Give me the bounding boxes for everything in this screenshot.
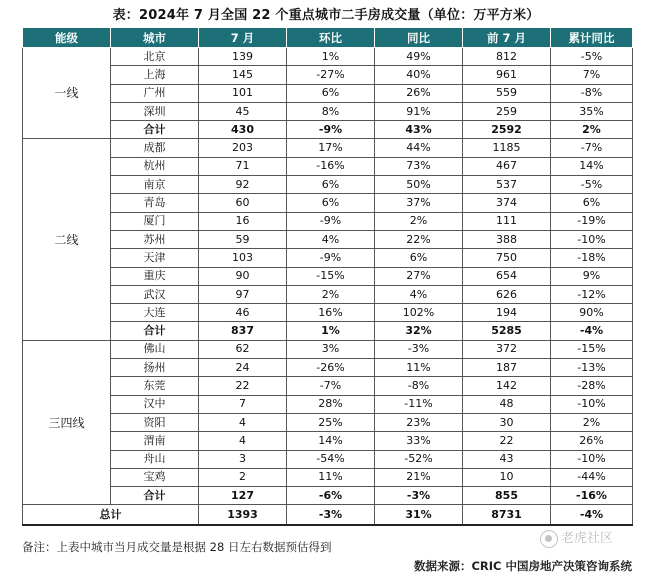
- value-cell: 6%: [551, 194, 633, 212]
- value-cell: 49%: [375, 48, 463, 66]
- table-row: [23, 157, 633, 175]
- value-cell: -26%: [287, 359, 375, 377]
- value-cell: -11%: [375, 395, 463, 413]
- city-cell: 厦门: [111, 212, 199, 230]
- table-row: [23, 139, 633, 157]
- value-cell: 44%: [375, 139, 463, 157]
- subtotal-label: 合计: [111, 322, 199, 340]
- value-cell: 73%: [375, 157, 463, 175]
- value-cell: 142: [463, 377, 551, 395]
- city-cell: 北京: [111, 48, 199, 66]
- value-cell: 2: [199, 468, 287, 486]
- table-row: [23, 230, 633, 248]
- value-cell: 22%: [375, 230, 463, 248]
- value-cell: 111: [463, 212, 551, 230]
- tier-cell: 二线: [23, 139, 111, 340]
- value-cell: 11%: [375, 359, 463, 377]
- subtotal-row: [23, 322, 633, 340]
- value-cell: -10%: [551, 230, 633, 248]
- table-row: [23, 212, 633, 230]
- header-tier: 能级: [23, 28, 111, 48]
- value-cell: 25%: [287, 413, 375, 431]
- value-cell: 626: [463, 285, 551, 303]
- value-cell: 372: [463, 340, 551, 358]
- value-cell: 21%: [375, 468, 463, 486]
- value-cell: 9%: [551, 267, 633, 285]
- table-row: [23, 66, 633, 84]
- value-cell: 4: [199, 413, 287, 431]
- value-cell: 35%: [551, 102, 633, 120]
- value-cell: -8%: [551, 84, 633, 102]
- value-cell: 1185: [463, 139, 551, 157]
- table-row: [23, 377, 633, 395]
- header-mom: 环比: [287, 28, 375, 48]
- city-cell: 渭南: [111, 432, 199, 450]
- value-cell: -3%: [375, 340, 463, 358]
- value-cell: 203: [199, 139, 287, 157]
- table-header-row: [23, 28, 633, 48]
- value-cell: -7%: [551, 139, 633, 157]
- value-cell: 23%: [375, 413, 463, 431]
- value-cell: 24: [199, 359, 287, 377]
- value-cell: 59: [199, 230, 287, 248]
- value-cell: 22: [463, 432, 551, 450]
- value-cell: -7%: [287, 377, 375, 395]
- table-row: [23, 285, 633, 303]
- value-cell: 1%: [287, 48, 375, 66]
- city-cell: 天津: [111, 249, 199, 267]
- value-cell: 537: [463, 176, 551, 194]
- value-cell: 40%: [375, 66, 463, 84]
- table-row: [23, 84, 633, 102]
- value-cell: -19%: [551, 212, 633, 230]
- value-cell: 187: [463, 359, 551, 377]
- city-cell: 重庆: [111, 267, 199, 285]
- total-value: -4%: [551, 505, 633, 526]
- city-cell: 资阳: [111, 413, 199, 431]
- value-cell: 62: [199, 340, 287, 358]
- value-cell: 6%: [287, 194, 375, 212]
- value-cell: 90: [199, 267, 287, 285]
- subtotal-value: 127: [199, 487, 287, 505]
- subtotal-value: -16%: [551, 487, 633, 505]
- city-cell: 深圳: [111, 102, 199, 120]
- value-cell: 8%: [287, 102, 375, 120]
- value-cell: 11%: [287, 468, 375, 486]
- value-cell: 45: [199, 102, 287, 120]
- value-cell: -10%: [551, 395, 633, 413]
- value-cell: 3%: [287, 340, 375, 358]
- subtotal-value: 2592: [463, 121, 551, 139]
- value-cell: 16: [199, 212, 287, 230]
- header-ytd-yoy: 累计同比: [551, 28, 633, 48]
- subtotal-value: -9%: [287, 121, 375, 139]
- header-ytd: 前 7 月: [463, 28, 551, 48]
- value-cell: 259: [463, 102, 551, 120]
- city-cell: 汉中: [111, 395, 199, 413]
- value-cell: 145: [199, 66, 287, 84]
- value-cell: 467: [463, 157, 551, 175]
- subtotal-value: 1%: [287, 322, 375, 340]
- value-cell: 92: [199, 176, 287, 194]
- value-cell: -15%: [287, 267, 375, 285]
- value-cell: 388: [463, 230, 551, 248]
- value-cell: 6%: [375, 249, 463, 267]
- value-cell: 374: [463, 194, 551, 212]
- value-cell: 654: [463, 267, 551, 285]
- tier-cell: 三四线: [23, 340, 111, 505]
- data-source: 数据来源：CRIC 中国房地产决策咨询系统: [413, 559, 632, 573]
- data-table: [22, 27, 633, 526]
- value-cell: 4%: [287, 230, 375, 248]
- total-label: 总计: [23, 505, 199, 526]
- value-cell: -12%: [551, 285, 633, 303]
- value-cell: -18%: [551, 249, 633, 267]
- city-cell: 杭州: [111, 157, 199, 175]
- city-cell: 舟山: [111, 450, 199, 468]
- value-cell: -13%: [551, 359, 633, 377]
- value-cell: 101: [199, 84, 287, 102]
- value-cell: 7: [199, 395, 287, 413]
- value-cell: -9%: [287, 249, 375, 267]
- value-cell: 43: [463, 450, 551, 468]
- value-cell: 961: [463, 66, 551, 84]
- value-cell: -54%: [287, 450, 375, 468]
- table-row: [23, 304, 633, 322]
- value-cell: -52%: [375, 450, 463, 468]
- total-value: -3%: [287, 505, 375, 526]
- total-value: 8731: [463, 505, 551, 526]
- value-cell: 26%: [375, 84, 463, 102]
- city-cell: 武汉: [111, 285, 199, 303]
- header-july: 7 月: [199, 28, 287, 48]
- value-cell: 37%: [375, 194, 463, 212]
- value-cell: 102%: [375, 304, 463, 322]
- subtotal-value: 2%: [551, 121, 633, 139]
- city-cell: 南京: [111, 176, 199, 194]
- value-cell: 97: [199, 285, 287, 303]
- value-cell: 91%: [375, 102, 463, 120]
- value-cell: 14%: [551, 157, 633, 175]
- value-cell: -28%: [551, 377, 633, 395]
- value-cell: 194: [463, 304, 551, 322]
- value-cell: 28%: [287, 395, 375, 413]
- table-row: [23, 48, 633, 66]
- value-cell: 103: [199, 249, 287, 267]
- subtotal-row: [23, 487, 633, 505]
- subtotal-row: [23, 121, 633, 139]
- table-row: [23, 450, 633, 468]
- value-cell: 10: [463, 468, 551, 486]
- total-value: 31%: [375, 505, 463, 526]
- watermark-text: 老虎社区: [561, 531, 614, 546]
- value-cell: 14%: [287, 432, 375, 450]
- value-cell: 4%: [375, 285, 463, 303]
- tiger-logo-icon: [540, 530, 558, 548]
- value-cell: 6%: [287, 84, 375, 102]
- value-cell: 559: [463, 84, 551, 102]
- value-cell: 2%: [551, 413, 633, 431]
- value-cell: -15%: [551, 340, 633, 358]
- value-cell: 22: [199, 377, 287, 395]
- city-cell: 上海: [111, 66, 199, 84]
- subtotal-value: -4%: [551, 322, 633, 340]
- value-cell: 139: [199, 48, 287, 66]
- value-cell: 6%: [287, 176, 375, 194]
- value-cell: 46: [199, 304, 287, 322]
- table-row: [23, 176, 633, 194]
- value-cell: -5%: [551, 176, 633, 194]
- table-body: [23, 48, 633, 526]
- table-row: [23, 359, 633, 377]
- subtotal-value: 43%: [375, 121, 463, 139]
- subtotal-label: 合计: [111, 487, 199, 505]
- table-row: [23, 340, 633, 358]
- city-cell: 苏州: [111, 230, 199, 248]
- value-cell: -27%: [287, 66, 375, 84]
- table-row: [23, 249, 633, 267]
- value-cell: 750: [463, 249, 551, 267]
- value-cell: -44%: [551, 468, 633, 486]
- value-cell: 30: [463, 413, 551, 431]
- value-cell: -9%: [287, 212, 375, 230]
- value-cell: -16%: [287, 157, 375, 175]
- value-cell: 71: [199, 157, 287, 175]
- city-cell: 佛山: [111, 340, 199, 358]
- value-cell: -8%: [375, 377, 463, 395]
- value-cell: -5%: [551, 48, 633, 66]
- table-row: [23, 102, 633, 120]
- value-cell: 812: [463, 48, 551, 66]
- value-cell: 26%: [551, 432, 633, 450]
- header-yoy: 同比: [375, 28, 463, 48]
- subtotal-value: -6%: [287, 487, 375, 505]
- table-row: [23, 395, 633, 413]
- subtotal-value: 430: [199, 121, 287, 139]
- table-row: [23, 194, 633, 212]
- table-title: 表：2024年 7 月全国 22 个重点城市二手房成交量（单位：万平方米）: [112, 8, 540, 23]
- total-row: [23, 505, 633, 526]
- city-cell: 青岛: [111, 194, 199, 212]
- value-cell: 3: [199, 450, 287, 468]
- value-cell: -10%: [551, 450, 633, 468]
- table-row: [23, 413, 633, 431]
- subtotal-value: 5285: [463, 322, 551, 340]
- value-cell: 7%: [551, 66, 633, 84]
- value-cell: 4: [199, 432, 287, 450]
- city-cell: 东莞: [111, 377, 199, 395]
- value-cell: 50%: [375, 176, 463, 194]
- subtotal-value: 837: [199, 322, 287, 340]
- city-cell: 扬州: [111, 359, 199, 377]
- value-cell: 2%: [375, 212, 463, 230]
- value-cell: 2%: [287, 285, 375, 303]
- subtotal-value: 32%: [375, 322, 463, 340]
- city-cell: 成都: [111, 139, 199, 157]
- watermark: [540, 527, 613, 548]
- value-cell: 33%: [375, 432, 463, 450]
- city-cell: 大连: [111, 304, 199, 322]
- table-row: [23, 267, 633, 285]
- city-cell: 广州: [111, 84, 199, 102]
- tier-cell: 一线: [23, 48, 111, 139]
- total-value: 1393: [199, 505, 287, 526]
- value-cell: 17%: [287, 139, 375, 157]
- subtotal-value: -3%: [375, 487, 463, 505]
- value-cell: 27%: [375, 267, 463, 285]
- value-cell: 90%: [551, 304, 633, 322]
- table-row: [23, 468, 633, 486]
- subtotal-label: 合计: [111, 121, 199, 139]
- subtotal-value: 855: [463, 487, 551, 505]
- value-cell: 60: [199, 194, 287, 212]
- footnote: 备注：上表中城市当月成交量是根据 28 日左右数据预估得到: [22, 540, 332, 554]
- header-city: 城市: [111, 28, 199, 48]
- value-cell: 16%: [287, 304, 375, 322]
- value-cell: 48: [463, 395, 551, 413]
- table-row: [23, 432, 633, 450]
- city-cell: 宝鸡: [111, 468, 199, 486]
